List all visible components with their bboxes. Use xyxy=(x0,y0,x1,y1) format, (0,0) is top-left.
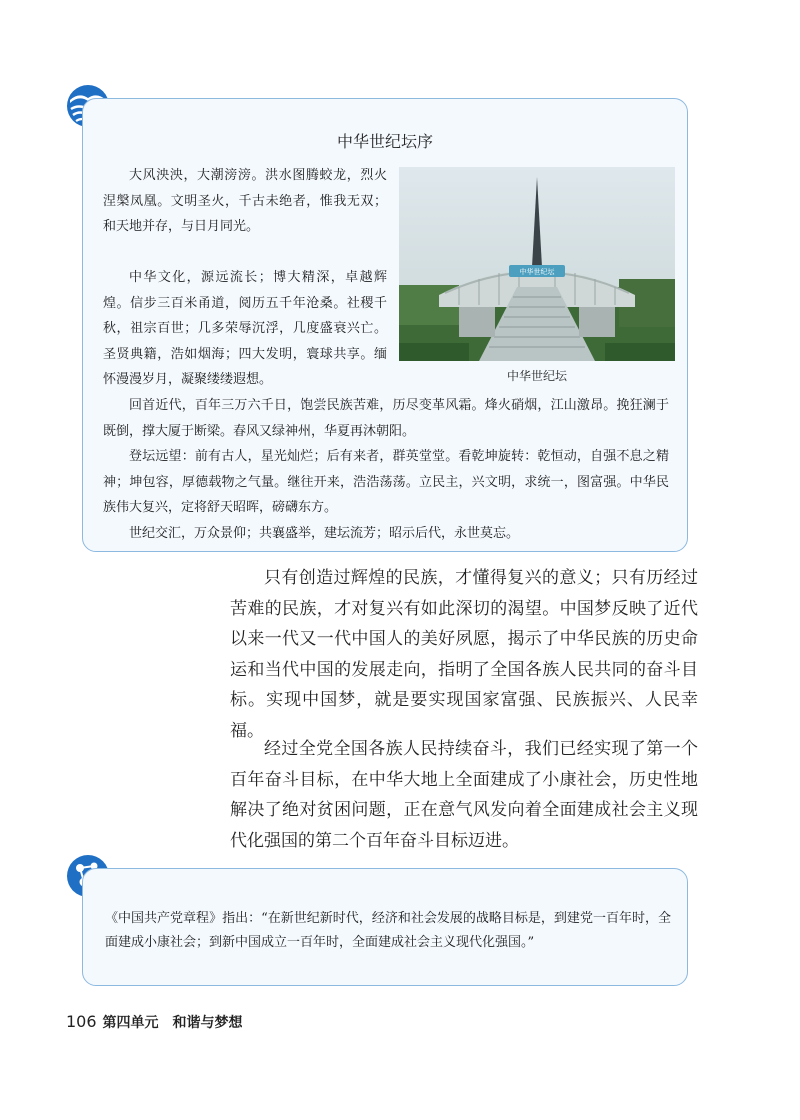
article-paragraph: 登坛远望：前有古人，星光灿烂；后有来者，群英堂堂。看乾坤旋转：乾恒动，自强不息之精神；坤包容，厚德载物之气量。继往开来，浩浩荡荡。立民主，兴文明，求统一，图富强。中华民族伟大复兴，定将舒天昭晖，磅礴东方。 xyxy=(103,449,669,515)
main-paragraph: 只有创造过辉煌的民族，才懂得复兴的意义；只有历经过苦难的民族，才对复兴有如此深切的渴望。中国梦反映了近代以来一代又一代中国人的美好夙愿，揭示了中华民族的历史命运和当代中国的发展走向，指明了全国各族人民共同的奋斗目标。实现中国梦，就是要实现国家富强、民族振兴、人民幸福。 xyxy=(230,568,698,741)
photo-caption: 中华世纪坛 xyxy=(506,369,567,383)
article-paragraph: 回首近代，百年三万六千日，饱尝民族苦难，历尽变革风霜。烽火硝烟，江山激昂。挽狂澜于既倒，撑大厦于断梁。春风又绿神州，华夏再沐朝阳。 xyxy=(103,398,669,439)
related-text: 《中国共产党章程》指出：“在新世纪新时代，经济和社会发展的战略目标是，到建党一百年时，全面建成小康社会；到新中国成立一百年时，全面建成社会主义现代化强国。” xyxy=(105,911,671,950)
century-altar-image xyxy=(399,167,675,361)
page-footer xyxy=(66,1012,243,1032)
related-box xyxy=(82,868,688,986)
reading-box xyxy=(82,98,688,552)
article-title: 中华世纪坛序 xyxy=(336,132,433,151)
unit-topic: 和谐与梦想 xyxy=(172,1015,243,1031)
altar-sign-text: 中华世纪坛 xyxy=(519,268,555,276)
unit-label: 第四单元 xyxy=(102,1015,159,1031)
article-paragraph: 中华文化，源远流长；博大精深，卓越辉煌。信步三百米甬道，阅历五千年沧桑。社稷千秋，祖宗百世；几多荣辱沉浮，几度盛衰兴亡。圣贤典籍，浩如烟海；四大发明，寰球共享。缅怀漫漫岁月，凝聚缕缕遐想。 xyxy=(103,270,387,387)
article-paragraph: 世纪交汇，万众景仰；共襄盛举，建坛流芳；昭示后代，永世莫忘。 xyxy=(129,526,520,541)
main-paragraph: 经过全党全国各族人民持续奋斗，我们已经实现了第一个百年奋斗目标，在中华大地上全面建成了小康社会，历史性地解决了绝对贫困问题，正在意气风发向着全面建成社会主义现代化强国的第二个百年奋斗目标迈进。 xyxy=(230,739,698,851)
article-paragraph: 大风泱泱，大潮滂滂。洪水图腾蛟龙，烈火涅槃凤凰。文明圣火，千古未绝者，惟我无双；和天地并存，与日月同光。 xyxy=(103,168,387,234)
century-altar-photo xyxy=(399,167,675,361)
page-number: 106 xyxy=(66,1012,97,1031)
